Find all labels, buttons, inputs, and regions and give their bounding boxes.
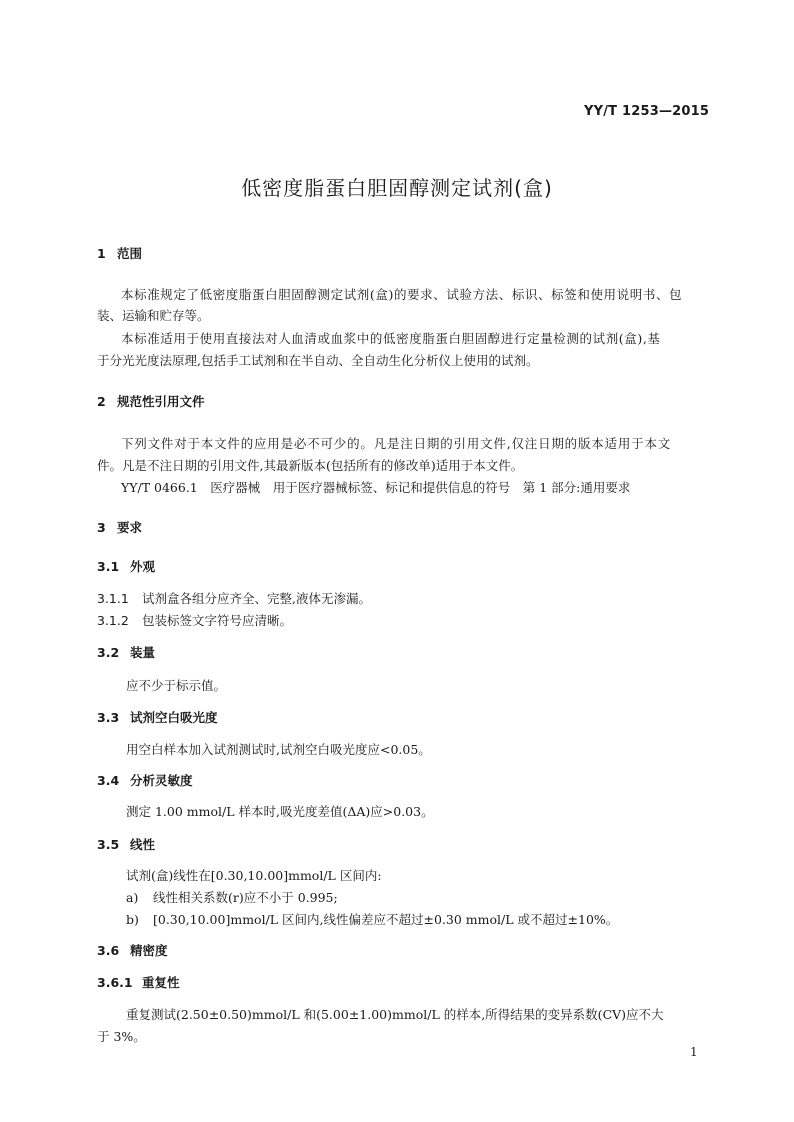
section-3-heading: [97, 518, 142, 536]
list-item: [126, 888, 338, 906]
section-title: 装量: [130, 645, 156, 660]
section-number: 1: [97, 246, 106, 261]
section-title: 分析灵敏度: [130, 773, 193, 788]
section-2-heading: [97, 392, 205, 410]
section-number: 3.2: [97, 645, 120, 660]
section-number: 2: [97, 394, 106, 409]
list-marker: b): [126, 912, 139, 927]
paragraph-line: 重复测试(2.50±0.50)mmol/L 和(5.00±1.00)mmol/L 的样本,所得结果的变异系数(CV)应不大: [126, 1007, 664, 1022]
section-title: 重复性: [142, 975, 180, 990]
section-number: 3.5: [97, 837, 120, 852]
section-title: 线性: [130, 837, 156, 852]
list-item: [126, 910, 618, 928]
paragraph-line: 本标准适用于使用直接法对人血清或血浆中的低密度脂蛋白胆固醇进行定量检测的试剂(盒),基: [121, 331, 661, 346]
paragraph-line: 下列文件对于本文件的应用是必不可少的。凡是注日期的引用文件,仅注日期的版本适用于本文: [121, 436, 672, 451]
document-title: 低密度脂蛋白胆固醇测定试剂(盒): [241, 176, 553, 200]
section-3-6-heading: [97, 941, 168, 959]
section-title: 外观: [130, 559, 156, 574]
section-3-4-heading: [97, 771, 193, 789]
clause-3-1-2: [97, 611, 292, 629]
paragraph-line: 本标准规定了低密度脂蛋白胆固醇测定试剂(盒)的要求、试验方法、标识、标签和使用说明书、包: [121, 287, 683, 302]
section-3-3-heading: [97, 708, 218, 726]
list-marker: a): [126, 890, 139, 905]
section-number: 3.6: [97, 943, 120, 958]
section-title: 规范性引用文件: [117, 394, 205, 409]
page-number: 1: [690, 1045, 698, 1059]
paragraph-line: 应不少于标示值。: [126, 678, 227, 693]
section-number: 3: [97, 520, 106, 535]
clause-3-1-1: [97, 589, 371, 607]
clause-number: 3.1.2: [97, 613, 129, 628]
normative-reference: YY/T 0466.1 医疗器械 用于医疗器械标签、标记和提供信息的符号 第 1 部分:通用要求: [121, 480, 631, 495]
standard-number: YY/T 1253—2015: [584, 104, 710, 119]
section-number: 3.6.1: [97, 975, 133, 990]
section-1-heading: [97, 244, 142, 262]
clause-number: 3.1.1: [97, 591, 129, 606]
list-text: [0.30,10.00]mmol/L 区间内,线性偏差应不超过±0.30 mmol/L 或不超过±10%。: [153, 912, 619, 927]
clause-text: 包装标签文字符号应清晰。: [142, 613, 293, 628]
section-number: 3.3: [97, 710, 120, 725]
section-title: 试剂空白吸光度: [130, 710, 218, 725]
paragraph-line: 于 3%。: [97, 1029, 146, 1044]
section-number: 3.4: [97, 773, 120, 788]
paragraph-line: 装、运输和贮存等。: [97, 308, 210, 323]
paragraph-line: 用空白样本加入试剂测试时,试剂空白吸光度应<0.05。: [126, 742, 431, 757]
section-title: 范围: [117, 246, 143, 261]
section-3-6-1-heading: [97, 973, 180, 991]
section-3-1-heading: [97, 557, 155, 575]
list-text: 线性相关系数(r)应不小于 0.995;: [153, 890, 338, 905]
clause-text: 试剂盒各组分应齐全、完整,液体无渗漏。: [142, 591, 371, 606]
paragraph-line: 于分光光度法原理,包括手工试剂和在半自动、全自动生化分析仪上使用的试剂。: [97, 353, 539, 368]
paragraph-line: 试剂(盒)线性在[0.30,10.00]mmol/L 区间内:: [126, 868, 382, 883]
section-number: 3.1: [97, 559, 120, 574]
paragraph-line: 件。凡是不注日期的引用文件,其最新版本(包括所有的修改单)适用于本文件。: [97, 458, 524, 473]
section-3-5-heading: [97, 835, 155, 853]
section-title: 要求: [117, 520, 143, 535]
section-title: 精密度: [130, 943, 168, 958]
paragraph-line: 测定 1.00 mmol/L 样本时,吸光度差值(ΔA)应>0.03。: [126, 804, 434, 819]
section-3-2-heading: [97, 643, 155, 661]
